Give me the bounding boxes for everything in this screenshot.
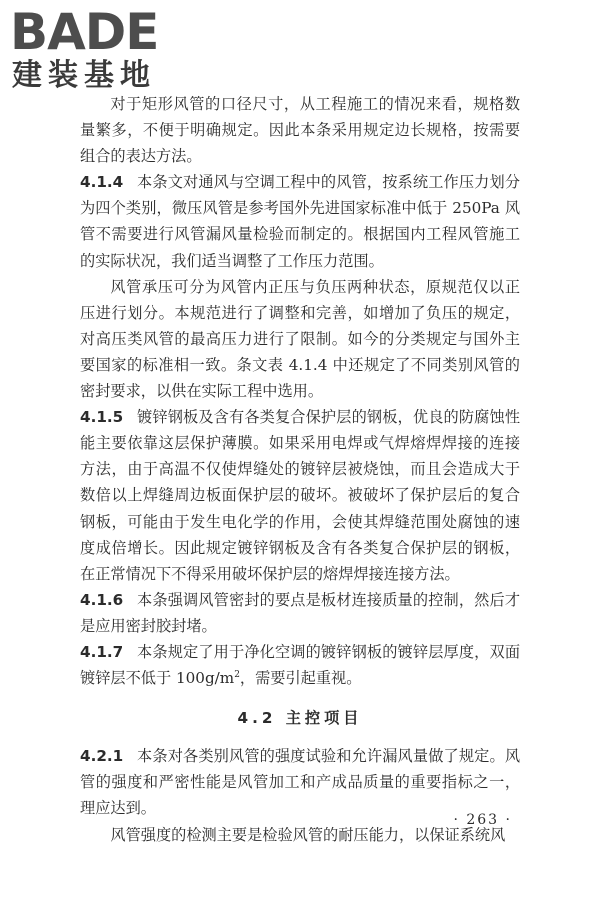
page-body xyxy=(80,91,520,848)
paragraph: 风管承压可分为风管内正压与负压两种状态，原规范仅以正压进行划分。本规范进行了调整和完善，如增加了负压的规定，对高压类风管的最高压力进行了限制。如今的分类规定与国外主要国家的标准相一致。条文表 4.1.4 中还规定了不同类别风管的密封要求，以供在实际工程中选用。 xyxy=(80,277,520,401)
clause-number: 4.1.4 xyxy=(80,173,124,192)
clause-text: 本条规定了用于净化空调的镀锌钢板的镀锌层厚度，双面镀锌层不低于 100g/m xyxy=(80,642,520,688)
logo-brand: BADE xyxy=(10,3,159,61)
clause-number: 4.1.6 xyxy=(80,590,124,609)
clause-text: 镀锌钢板及含有各类复合保护层的钢板，优良的防腐蚀性能主要依靠这层保护薄膜。如果采用电焊或气焊熔焊焊接的连接方法，由于高温不仅使焊缝处的镀锌层被烧蚀，而且会造成大于数倍以上焊缝周边板面保护层的破坏。被破坏了保护层后的复合钢板，可能由于发生电化学的作用，会使其焊缝范围处腐蚀的速度成倍增长。因此规定镀锌钢板及含有各类复合保护层的钢板，在正常情况下不得采用破坏保护层的熔焊焊接连接方法。 xyxy=(80,408,520,583)
clause-4-1-5 xyxy=(80,404,520,587)
clause-text: 本条强调风管密封的要点是板材连接质量的控制，然后才是应用密封胶封堵。 xyxy=(80,590,520,635)
clause-text-end: ，需要引起重视。 xyxy=(239,669,362,688)
clause-number: 4.1.5 xyxy=(80,408,124,427)
clause-text: 本条文对通风与空调工程中的风管，按系统工作压力划分为四个类别，微压风管是参考国外先进国家标准中低于 250Pa 风管不需要进行风管漏风量检验而制定的。根据国内工程风管施工的实际状况，我们适当调整了工作压力范围。 xyxy=(80,173,520,270)
clause-4-1-7 xyxy=(80,639,520,691)
superscript: 2 xyxy=(234,670,240,680)
paragraph: 风管强度的检测主要是检验风管的耐压能力，以保证系统风 xyxy=(110,825,506,844)
paragraph: 对于矩形风管的口径尺寸，从工程施工的情况来看，规格数量繁多，不便于明确规定。因此本条采用规定边长规格，按需要组合的表达方法。 xyxy=(80,95,520,166)
bade-logo xyxy=(10,3,180,96)
clause-4-1-4 xyxy=(80,169,520,273)
clause-number: 4.2.1 xyxy=(80,747,124,766)
clause-4-2-1 xyxy=(80,743,520,821)
logo-subtitle: 建装基地 xyxy=(12,58,156,93)
clause-4-1-6 xyxy=(80,587,520,639)
clause-number: 4.1.7 xyxy=(80,642,124,661)
clause-text: 本条对各类别风管的强度试验和允许漏风量做了规定。风管的强度和严密性能是风管加工和产成品质量的重要指标之一，理应达到。 xyxy=(80,747,520,818)
section-heading: 4.2 主控项目 xyxy=(237,709,363,728)
page-number: · 263 · xyxy=(453,812,512,828)
